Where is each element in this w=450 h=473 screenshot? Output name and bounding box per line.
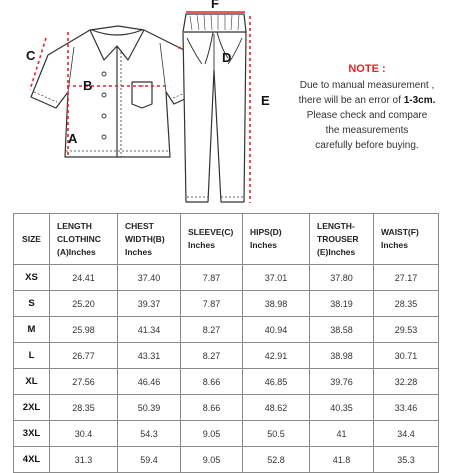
- trousers-illustration: [183, 14, 246, 202]
- column-header-line: LENGTH: [57, 220, 92, 231]
- measurement-cell: 38.98: [310, 343, 374, 369]
- size-table: [13, 213, 439, 473]
- column-header-line: (A)Inches: [57, 246, 96, 257]
- label-a: A: [68, 131, 78, 146]
- measurement-cell: 32.28: [374, 369, 439, 395]
- measurement-cell: 30.4: [50, 421, 118, 447]
- size-cell: 3XL: [14, 421, 50, 447]
- measurement-cell: 38.58: [310, 317, 374, 343]
- column-header-line: Inches: [125, 246, 152, 257]
- measurement-cell: 25.20: [50, 291, 118, 317]
- column-header: [243, 214, 310, 265]
- measurement-cell: 50.5: [243, 421, 310, 447]
- column-header-line: CLOTHINC: [57, 233, 101, 244]
- table-row: [14, 447, 439, 473]
- size-cell: 4XL: [14, 447, 50, 473]
- table-body: [14, 265, 439, 473]
- measurement-cell: 9.05: [181, 447, 243, 473]
- measurement-cell: 24.41: [50, 265, 118, 291]
- note-line-3: Please check and compare: [306, 110, 428, 121]
- table-row: [14, 343, 439, 369]
- column-header-line: TROUSER: [317, 233, 359, 244]
- label-b: B: [83, 78, 93, 93]
- size-cell: S: [14, 291, 50, 317]
- measurement-cell: 7.87: [181, 291, 243, 317]
- label-c: C: [26, 48, 36, 63]
- measurement-cell: 54.3: [118, 421, 181, 447]
- measurement-cell: 34.4: [374, 421, 439, 447]
- table-row: [14, 369, 439, 395]
- measurement-cell: 41.34: [118, 317, 181, 343]
- column-header-line: Inches: [250, 240, 277, 250]
- measurement-cell: 42.91: [243, 343, 310, 369]
- measurement-cell: 52.8: [243, 447, 310, 473]
- size-cell: 2XL: [14, 395, 50, 421]
- column-header-line: WIDTH(B): [125, 233, 165, 244]
- size-cell: XL: [14, 369, 50, 395]
- table-header-row: [14, 214, 439, 265]
- measurement-note: [288, 62, 446, 153]
- measurement-cell: 46.85: [243, 369, 310, 395]
- column-header: [14, 214, 50, 265]
- measurement-cell: 31.3: [50, 447, 118, 473]
- measurement-cell: 8.66: [181, 369, 243, 395]
- measurement-cell: 9.05: [181, 421, 243, 447]
- measurement-cell: 38.19: [310, 291, 374, 317]
- column-header-line: WAIST(F): [381, 227, 419, 237]
- measurement-cell: 26.77: [50, 343, 118, 369]
- measurement-cell: 28.35: [374, 291, 439, 317]
- measurement-cell: 27.17: [374, 265, 439, 291]
- column-header-line: CHEST: [125, 220, 154, 231]
- table-row: [14, 265, 439, 291]
- column-header: [50, 214, 118, 265]
- measurement-cell: 59.4: [118, 447, 181, 473]
- shirt-illustration: [31, 26, 200, 157]
- size-cell: L: [14, 343, 50, 369]
- measurement-cell: 30.71: [374, 343, 439, 369]
- measurement-cell: 40.35: [310, 395, 374, 421]
- measurement-cell: 8.27: [181, 343, 243, 369]
- measurement-cell: 8.66: [181, 395, 243, 421]
- column-header-line: SIZE: [22, 233, 41, 244]
- column-header-line: (E)Inches: [317, 246, 356, 257]
- measurement-cell: 28.35: [50, 395, 118, 421]
- measurement-cell: 35.3: [374, 447, 439, 473]
- note-line-1: Due to manual measurement ,: [299, 80, 435, 91]
- size-cell: M: [14, 317, 50, 343]
- note-line-2-text: there will be an error of: [298, 95, 404, 106]
- measurement-cell: 7.87: [181, 265, 243, 291]
- measurement-cell: 50.39: [118, 395, 181, 421]
- column-header-line: Inches: [188, 240, 215, 250]
- label-f: F: [211, 0, 219, 11]
- measurement-cell: 8.27: [181, 317, 243, 343]
- note-error-range: 1-3cm.: [403, 95, 436, 106]
- measurement-cell: 33.46: [374, 395, 439, 421]
- column-header: [374, 214, 439, 265]
- column-header-line: SLEEVE(C): [188, 227, 234, 237]
- note-line-4: the measurements: [325, 125, 409, 136]
- note-line-5: carefully before buying.: [315, 140, 419, 151]
- column-header-line: Inches: [381, 240, 408, 250]
- measurement-cell: 29.53: [374, 317, 439, 343]
- measurement-cell: 43.31: [118, 343, 181, 369]
- measurement-cell: 41.8: [310, 447, 374, 473]
- table-row: [14, 291, 439, 317]
- measurement-cell: 37.40: [118, 265, 181, 291]
- measurement-cell: 38.98: [243, 291, 310, 317]
- column-header-line: LENGTH-: [317, 220, 355, 231]
- table-row: [14, 421, 439, 447]
- column-header: [310, 214, 374, 265]
- table-row: [14, 395, 439, 421]
- measurement-cell: 41: [310, 421, 374, 447]
- measurement-cell: 40.94: [243, 317, 310, 343]
- measurement-cell: 37.01: [243, 265, 310, 291]
- column-header-line: HIPS(D): [250, 227, 282, 237]
- size-cell: XS: [14, 265, 50, 291]
- measurement-cell: 39.76: [310, 369, 374, 395]
- measurement-cell: 46.46: [118, 369, 181, 395]
- measurement-cell: 37.80: [310, 265, 374, 291]
- measurement-cell: 48.62: [243, 395, 310, 421]
- column-header: [181, 214, 243, 265]
- measurement-cell: 25.98: [50, 317, 118, 343]
- label-d: D: [222, 50, 232, 65]
- measurement-cell: 39.37: [118, 291, 181, 317]
- table-row: [14, 317, 439, 343]
- column-header: [118, 214, 181, 265]
- note-title: NOTE :: [348, 63, 386, 75]
- label-e: E: [261, 93, 270, 108]
- measurement-cell: 27.56: [50, 369, 118, 395]
- note-line-2: [288, 93, 446, 108]
